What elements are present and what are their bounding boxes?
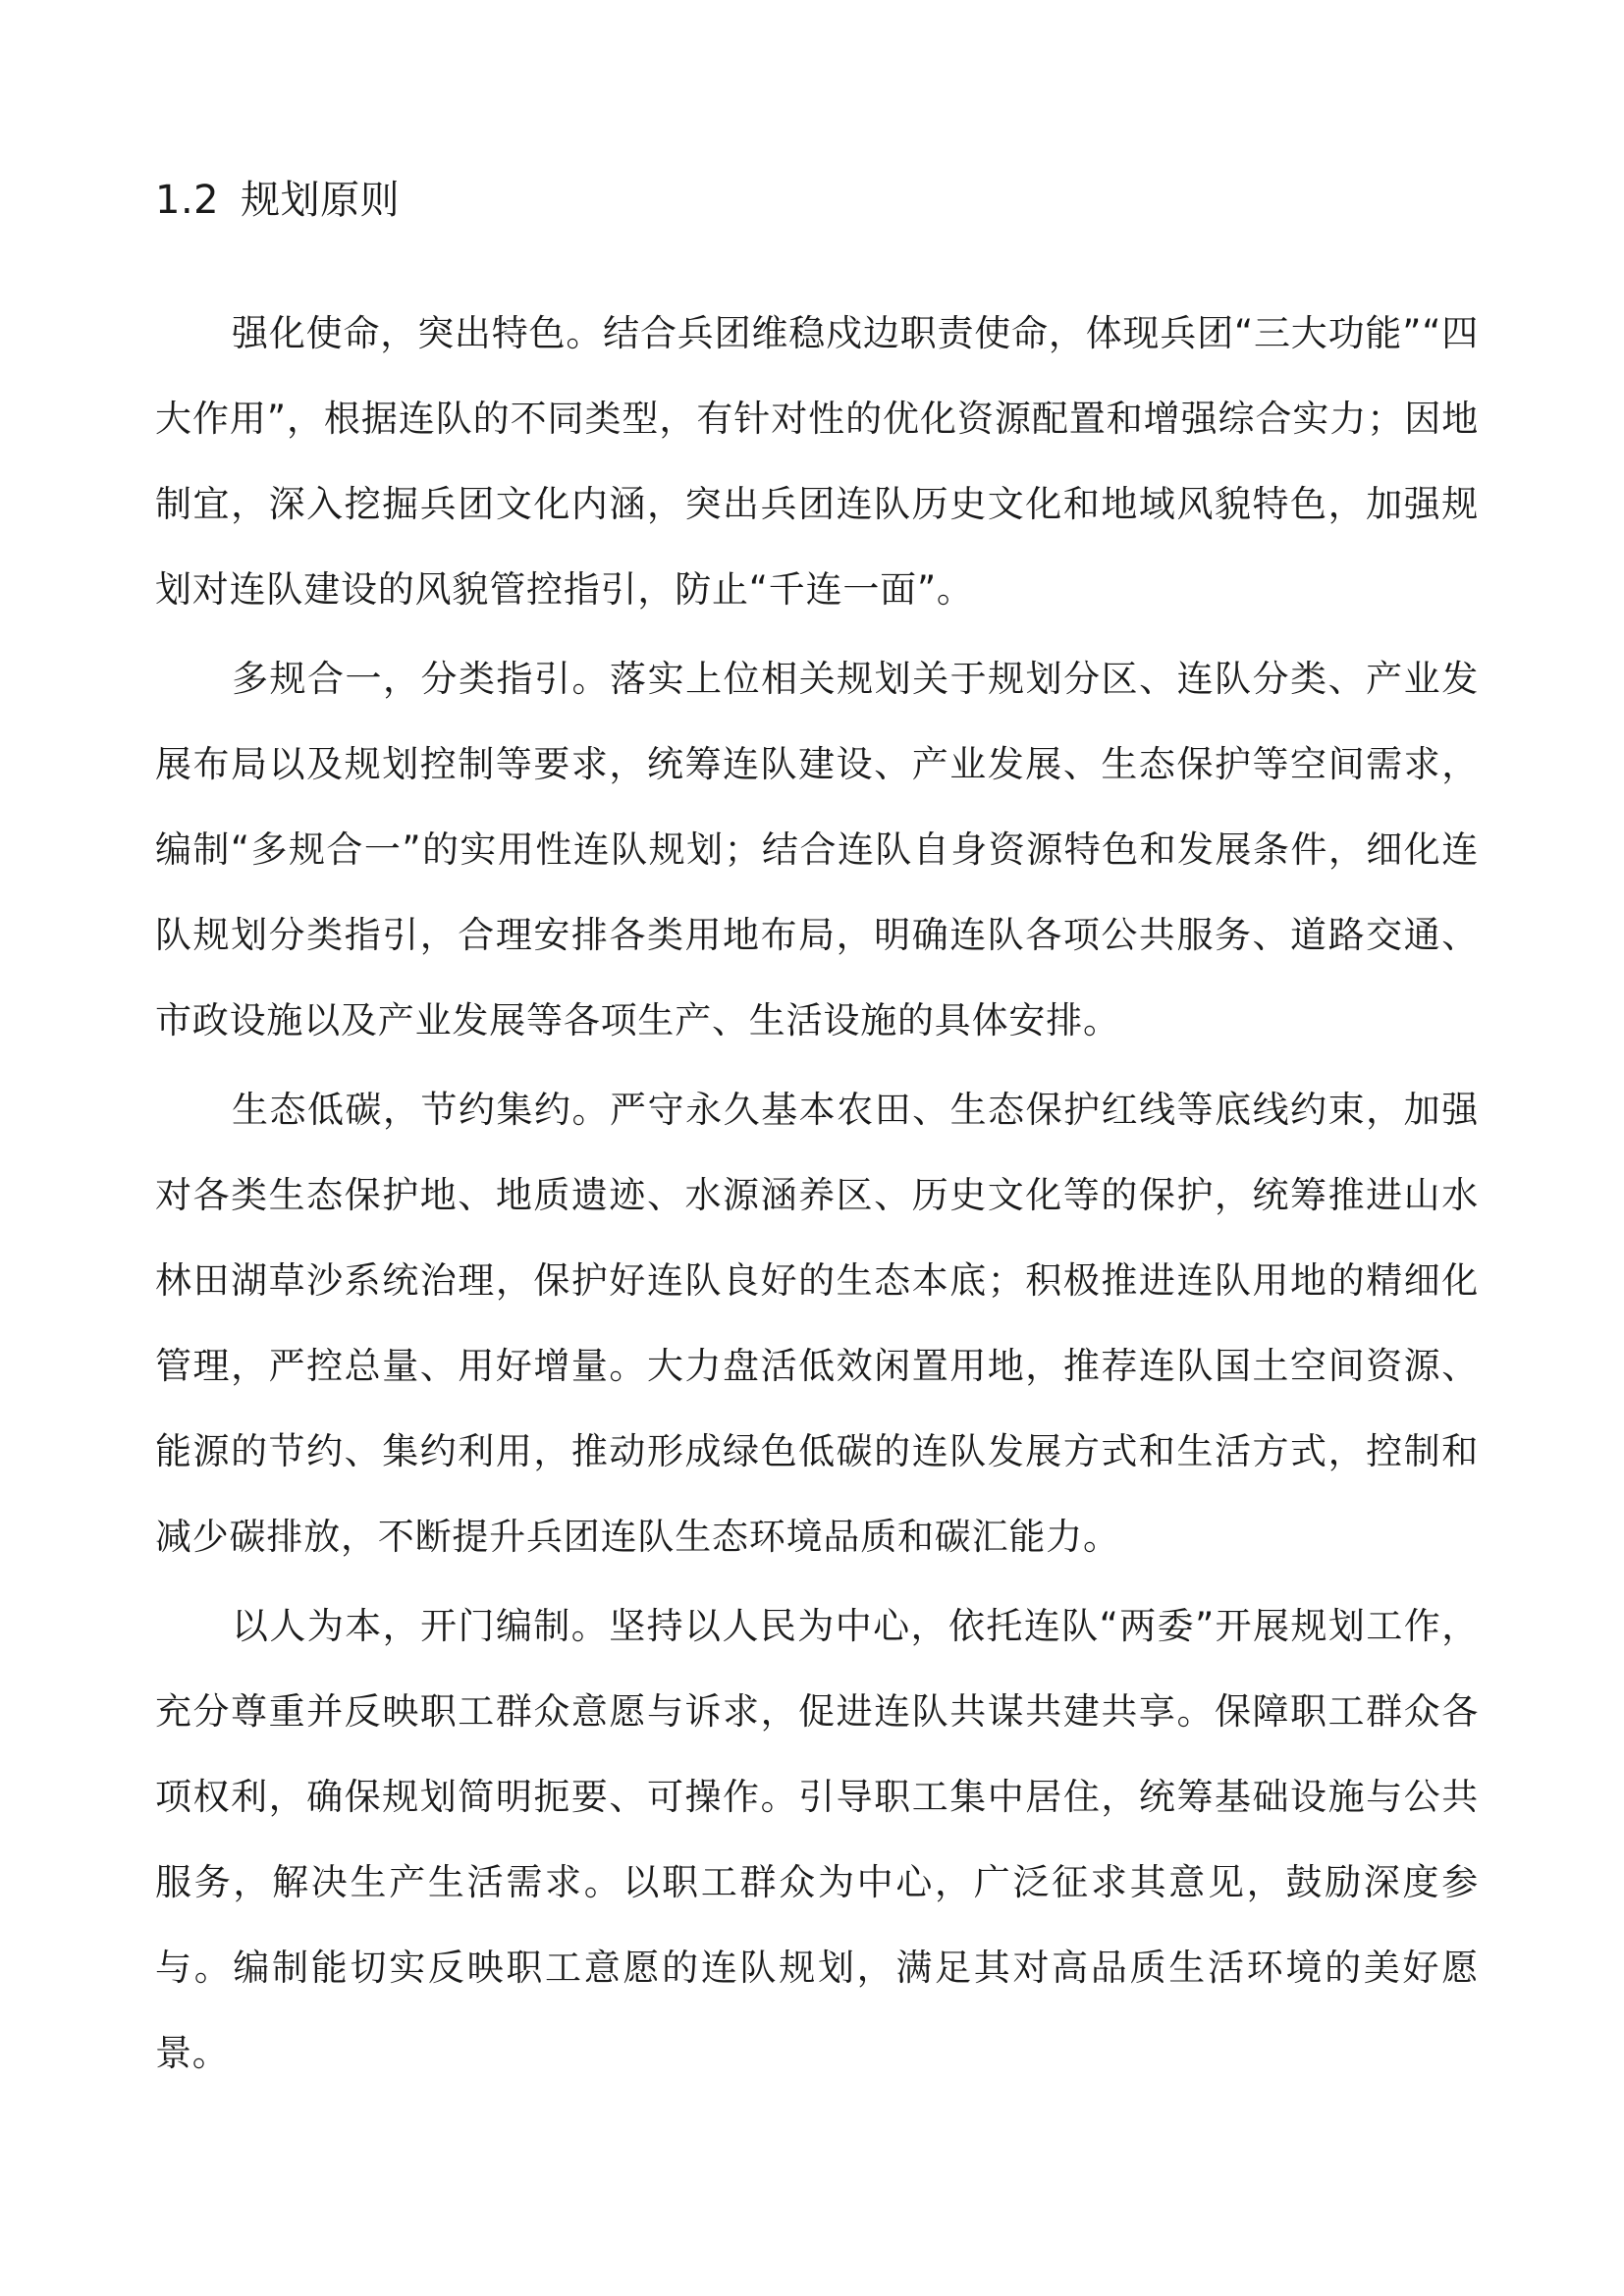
paragraph-mission: 强化使命，突出特色。结合兵团维稳戍边职责使命，体现兵团“三大功能”“四大作用”，根据连队的不同类型，有针对性的优化资源配置和增强综合实力；因地制宜，深入挖掘兵团文化内涵，突出兵团连队历史文化和地域风貌特色，加强规划对连队建设的风貌管控指引，防止“千连一面”。 <box>155 312 1479 611</box>
paragraph-multi-plan: 多规合一，分类指引。落实上位相关规划关于规划分区、连队分类、产业发展布局以及规划控制等要求，统筹连队建设、产业发展、生态保护等空间需求，编制“多规合一”的实用性连队规划；结合连队自身资源特色和发展条件，细化连队规划分类指引，合理安排各类用地布局，明确连队各项公共服务、道路交通、市政设施以及产业发展等各项生产、生活设施的具体安排。 <box>155 658 1479 1041</box>
section-number: 1.2 <box>155 178 220 223</box>
paragraph-people: 以人为本，开门编制。坚持以人民为中心，依托连队“两委”开展规划工作，充分尊重并反映职工群众意愿与诉求，促进连队共谋共建共享。保障职工群众各项权利，确保规划简明扼要、可操作。引导职工集中居住，统筹基础设施与公共服务，解决生产生活需求。以职工群众为中心，广泛征求其意见，鼓励深度参与。编制能切实反映职工意愿的连队规划，满足其对高品质生活环境的美好愿景。 <box>155 1605 1479 2074</box>
section-title: 规划原则 <box>241 178 401 223</box>
body-text <box>155 291 1479 2100</box>
section-heading <box>155 169 400 232</box>
paragraph-ecology: 生态低碳，节约集约。严守永久基本农田、生态保护红线等底线约束，加强对各类生态保护地、地质遗迹、水源涵养区、历史文化等的保护，统筹推进山水林田湖草沙系统治理，保护好连队良好的生态本底；积极推进连队用地的精细化管理，严控总量、用好增量。大力盘活低效闲置用地，推荐连队国土空间资源、能源的节约、集约利用，推动形成绿色低碳的连队发展方式和生活方式，控制和减少碳排放，不断提升兵团连队生态环境品质和碳汇能力。 <box>155 1089 1479 1558</box>
